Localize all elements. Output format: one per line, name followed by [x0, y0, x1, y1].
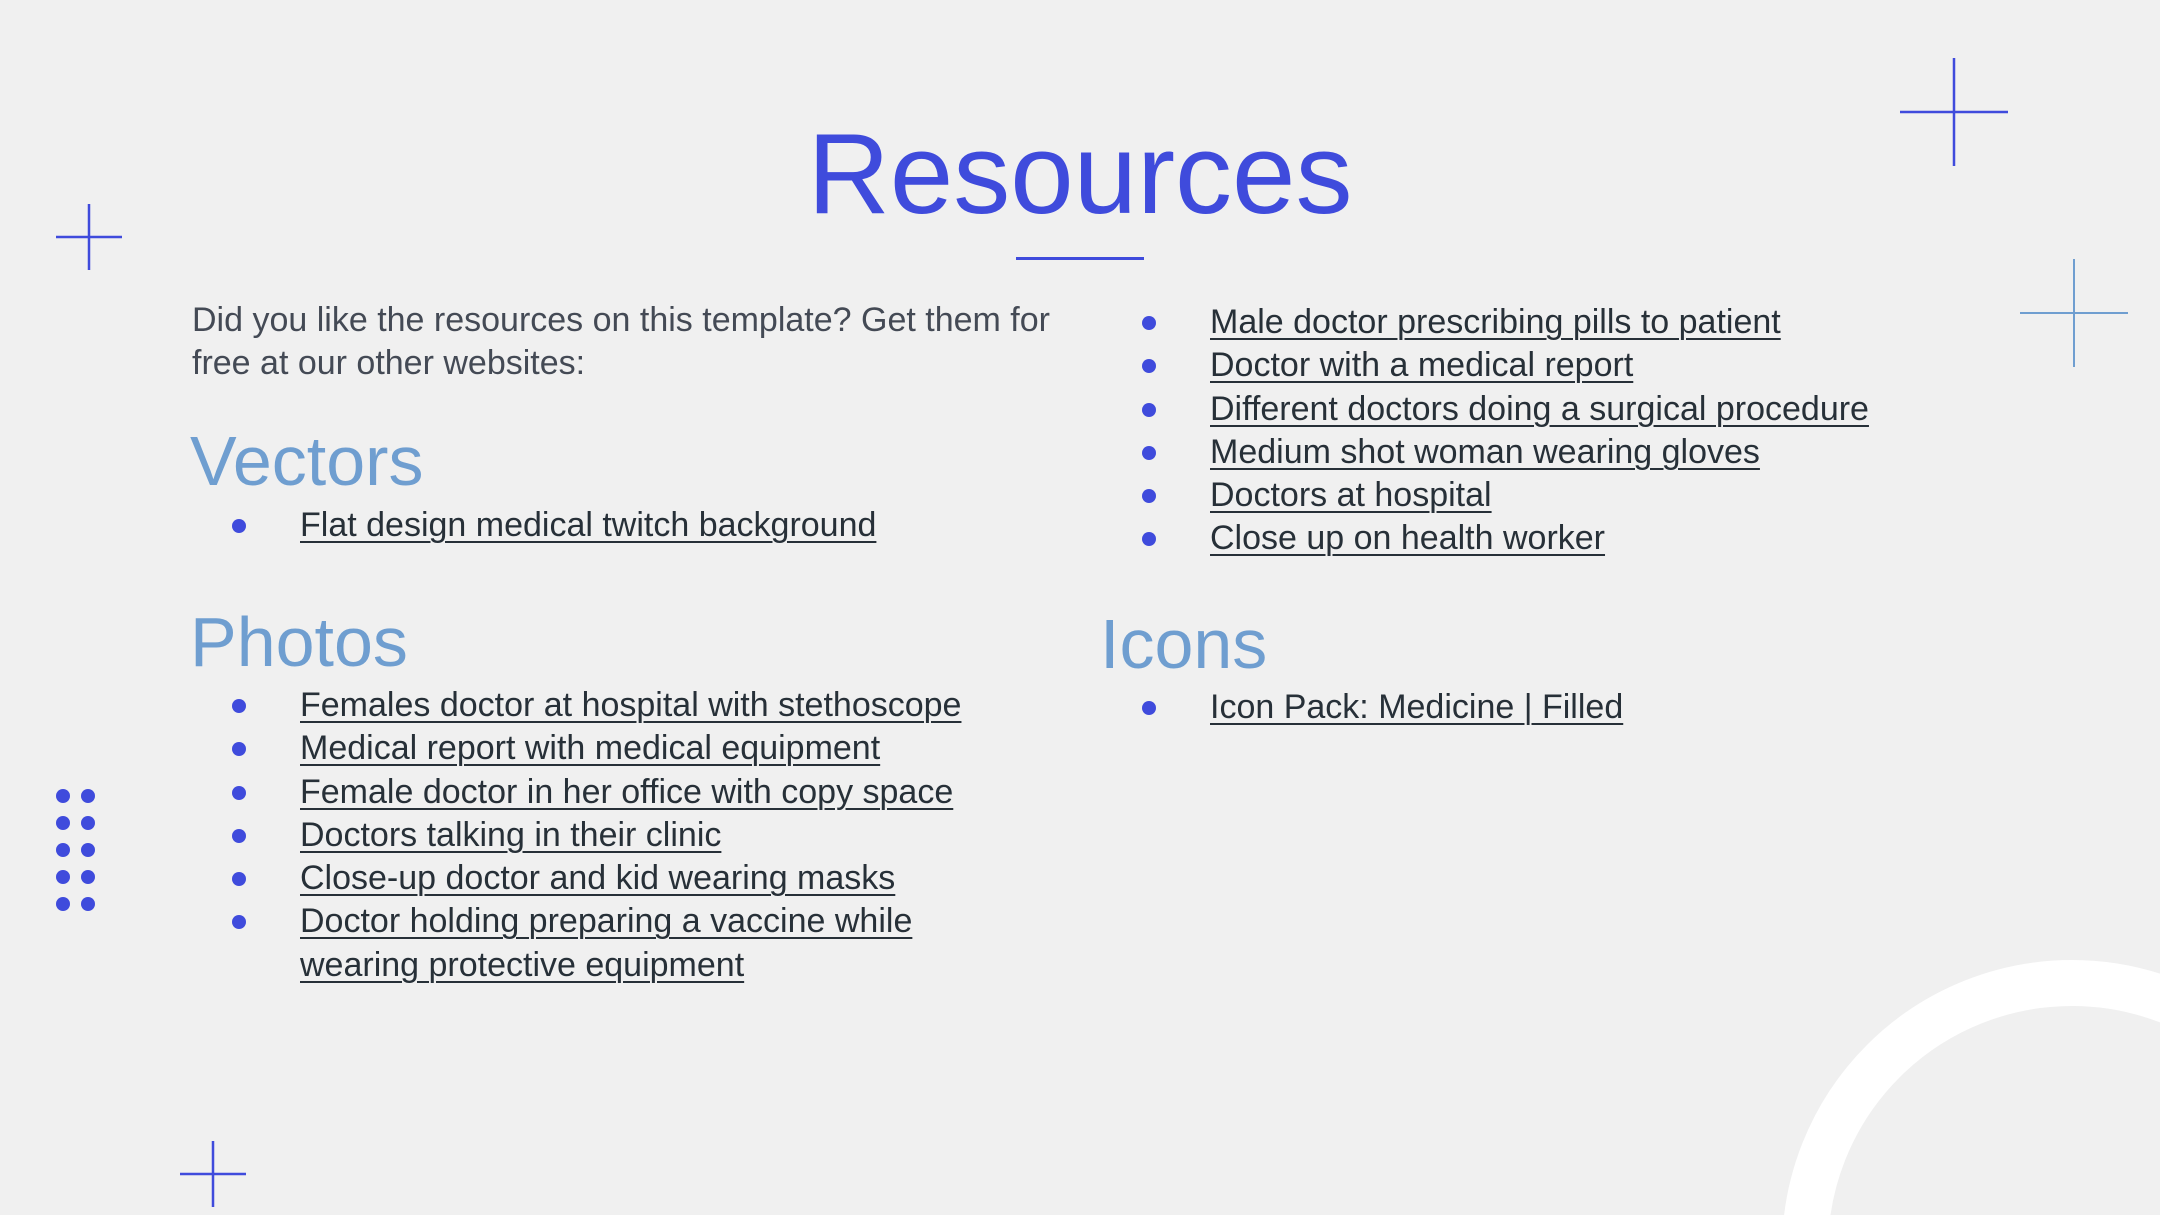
resource-link[interactable]: Icon Pack: Medicine | Filled	[1210, 688, 1624, 726]
list-item[interactable]	[1102, 344, 2062, 387]
list-item[interactable]	[192, 857, 1072, 900]
dot-grid-decoration	[55, 788, 97, 916]
icons-heading: Icons	[1100, 605, 1268, 683]
resource-link[interactable]: Doctor with a medical report	[1210, 346, 1634, 385]
page-title: Resources	[807, 111, 1353, 238]
arc-decoration	[1760, 920, 2160, 1215]
resource-link[interactable]: Doctors talking in their clinic	[300, 815, 722, 854]
icons-list	[1102, 686, 2002, 729]
list-item[interactable]	[192, 504, 1092, 547]
list-item[interactable]	[1102, 686, 2002, 729]
resource-link[interactable]: Female doctor in her office with copy space	[300, 772, 954, 811]
list-item[interactable]	[1102, 388, 2062, 431]
photos-heading: Photos	[190, 603, 408, 681]
list-item[interactable]	[1102, 474, 2062, 517]
list-item[interactable]	[1102, 517, 2062, 560]
photos-continued-list	[1102, 301, 2062, 561]
intro-text: Did you like the resources on this template? Get them for free at our other websites:	[192, 301, 1050, 382]
list-item[interactable]	[192, 771, 1072, 814]
photos-list	[192, 684, 1072, 987]
list-item[interactable]	[192, 727, 1072, 770]
resource-link[interactable]: Close-up doctor and kid wearing masks	[300, 859, 896, 898]
list-item[interactable]	[192, 684, 1072, 727]
resource-link[interactable]: Doctors at hospital	[1210, 476, 1492, 515]
resource-link[interactable]: Females doctor at hospital with stethoscope	[300, 686, 962, 724]
resource-link[interactable]: Flat design medical twitch background	[300, 506, 877, 544]
resource-link[interactable]: Male doctor prescribing pills to patient	[1210, 303, 1781, 341]
resource-link[interactable]: Doctor holding preparing a vaccine while wearing protective equipment	[300, 902, 913, 984]
vectors-list	[192, 504, 1092, 547]
resource-link[interactable]: Different doctors doing a surgical procedure	[1210, 389, 1869, 428]
vectors-heading: Vectors	[190, 422, 424, 500]
plus-decoration-bottom-left	[180, 1141, 246, 1207]
resource-link[interactable]: Close up on health worker	[1210, 519, 1606, 558]
title-underline	[1016, 257, 1144, 260]
resource-link[interactable]: Medical report with medical equipment	[300, 729, 881, 768]
list-item[interactable]	[192, 900, 960, 987]
list-item[interactable]	[192, 814, 1072, 857]
list-item[interactable]	[1102, 431, 2062, 474]
resource-link[interactable]: Medium shot woman wearing gloves	[1210, 432, 1760, 471]
list-item[interactable]	[1102, 301, 2062, 344]
